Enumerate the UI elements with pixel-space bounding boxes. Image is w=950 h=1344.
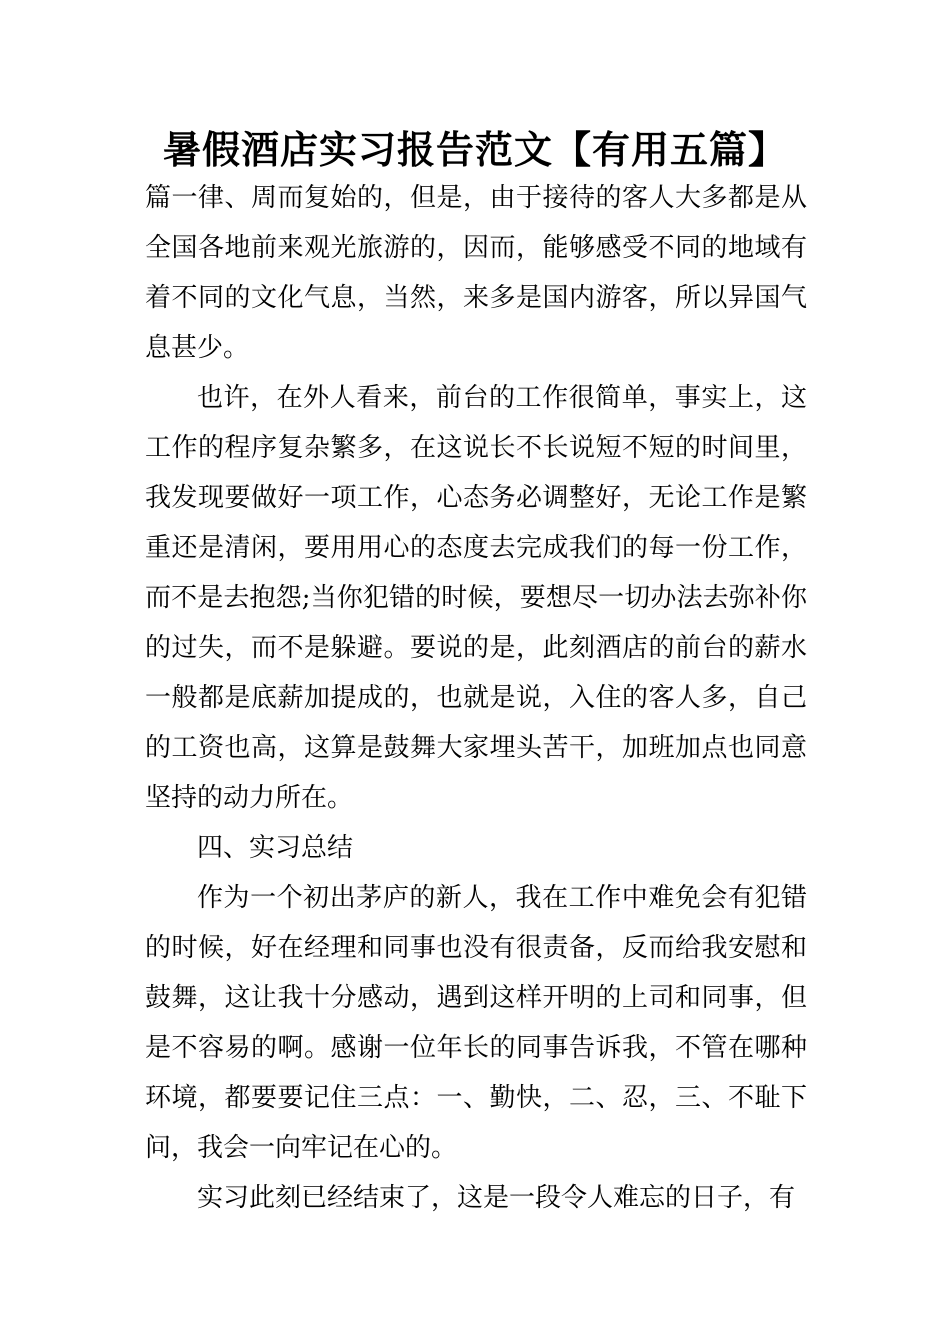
section-heading: 四、实习总结 (197, 833, 354, 863)
paragraph: 实习此刻已经结束了，这是一段令人难忘的日子，有 (197, 1183, 796, 1213)
document-title: 暑假酒店实习报告范文【有用五篇】 (162, 128, 787, 172)
paragraph: 篇一律、周而复始的，但是，由于接待的客人大多都是从全国各地前来观光旅游的，因而，能够感受不同的地域有着不同的文化气息，当然，来多是国内游客，所以异国气息甚少。 (145, 183, 807, 363)
paragraph: 也许，在外人看来，前台的工作很简单，事实上，这工作的程序复杂繁多，在这说长不长说短不短的时间里，我发现要做好一项工作，心态务必调整好，无论工作是繁重还是清闲，要用用心的态度去完成我们的每一份工作，而不是去抱怨;当你犯错的时候，要想尽一切办法去弥补你的过失，而不是躲避。要说的是，此刻酒店的前台的薪水一般都是底薪加提成的，也就是说，入住的客人多，自己的工资也高，这算是鼓舞大家埋头苦干，加班加点也同意坚持的动力所在。 (145, 383, 807, 813)
paragraph: 作为一个初出茅庐的新人，我在工作中难免会有犯错的时候，好在经理和同事也没有很责备，反而给我安慰和鼓舞，这让我十分感动，遇到这样开明的上司和同事，但是不容易的啊。感谢一位年长的同事告诉我，不管在哪种环境，都要要记住三点：一、勤快，二、忍，三、不耻下问，我会一向牢记在心的。 (145, 883, 807, 1163)
document-body (145, 173, 807, 1223)
